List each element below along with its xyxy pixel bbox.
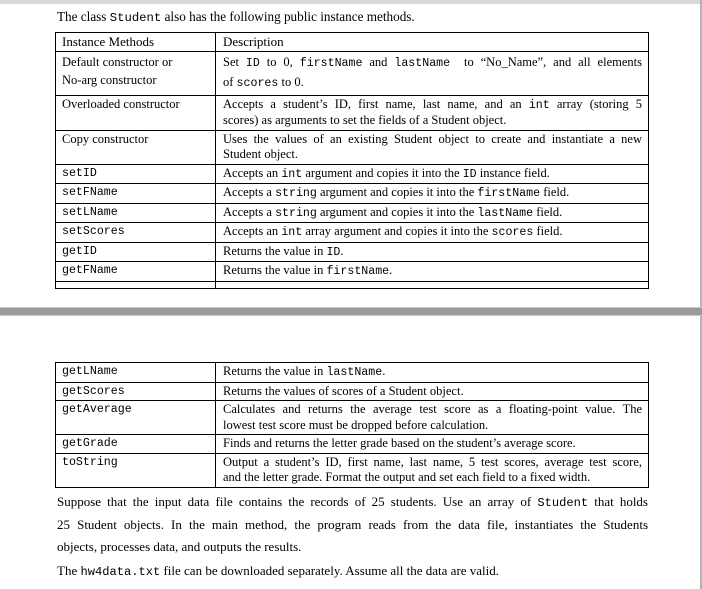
body-text: and [362, 54, 395, 69]
method-name-cell [56, 184, 216, 203]
text-line [57, 560, 648, 583]
method-name-cell [56, 383, 216, 401]
body-text: and the letter grade. Format the output and set each field to a fixed width. [223, 470, 591, 484]
text-line [223, 166, 642, 183]
code-text: ID [245, 56, 260, 70]
page-top-strip [0, 0, 702, 4]
instance-methods-table-part2 [55, 362, 649, 488]
body-text: Accepts a [223, 204, 276, 219]
description-cell [216, 184, 648, 203]
body-text: Uses the values of an existing Student object to create and instantiate a new [223, 131, 642, 146]
table-row [56, 204, 648, 224]
table-row [56, 223, 648, 243]
body-text: Set [223, 54, 246, 69]
code-text: lastName [394, 56, 451, 70]
description-cell [216, 223, 648, 242]
page-break-divider [0, 307, 702, 316]
code-text: lastName [477, 206, 534, 220]
code-text: getGrade [62, 437, 118, 450]
method-name-cell [56, 96, 216, 130]
body-text: Returns the values of scores of a Student object. [223, 383, 464, 398]
body-text: Overloaded constructor [62, 96, 180, 111]
text-line [223, 384, 642, 400]
table-row [56, 363, 648, 383]
code-text: setFName [62, 186, 118, 199]
description-cell [216, 52, 648, 95]
method-name-cell [56, 454, 216, 487]
method-name-cell [56, 204, 216, 223]
code-text: getAverage [62, 403, 132, 416]
body-text: field. [533, 224, 563, 238]
body-text: . [389, 263, 393, 277]
description-cell [216, 454, 648, 487]
code-text: hw4data.txt [80, 565, 161, 579]
method-name-cell [56, 401, 216, 434]
intro-paragraph [57, 8, 415, 27]
description-cell [216, 165, 648, 184]
body-text: Accepts an [223, 165, 282, 180]
code-text: firstName [326, 265, 390, 278]
body-text: argument and copies it into the [302, 165, 463, 180]
body-text: Returns the value in [223, 364, 327, 378]
body-text: argument and copies it into the [316, 185, 478, 199]
table-row [56, 383, 648, 402]
description-cell [216, 282, 648, 288]
method-name-cell [56, 262, 216, 281]
body-text: Copy constructor [62, 131, 149, 146]
text-line [223, 263, 642, 280]
body-text: Accepts a student’s ID, first name, last name, and an [223, 96, 529, 111]
body-text: Accepts a [223, 185, 276, 199]
cut-off-row-fragment [56, 282, 648, 288]
table-row [56, 262, 648, 282]
body-text: argument and copies it into the [316, 204, 478, 219]
body-text: also has the following public instance methods. [161, 9, 415, 24]
body-text: Student object. [223, 147, 298, 161]
table-row [56, 52, 648, 96]
method-name-cell [56, 223, 216, 242]
method-name-cell [56, 52, 216, 95]
code-text: firstName [477, 187, 541, 200]
text-line [223, 205, 642, 222]
text-line [223, 113, 642, 129]
body-text: Accepts an [223, 224, 282, 238]
body-text: field. [540, 185, 570, 199]
method-name-cell [56, 435, 216, 453]
text-line [223, 53, 642, 74]
method-name-cell [56, 363, 216, 382]
code-text: Student [537, 496, 589, 510]
body-text: . [340, 243, 344, 258]
text-line [223, 73, 642, 94]
body-text: . [382, 364, 386, 378]
body-text: to 0, [259, 54, 300, 69]
text-line [223, 224, 642, 241]
table-row [56, 401, 648, 435]
description-cell [216, 96, 648, 130]
code-text: firstName [299, 56, 363, 70]
method-name-cell [56, 282, 216, 288]
body-text: Suppose that the input data file contains the records of 25 students. Use an array of [57, 494, 538, 509]
description-cell [216, 131, 648, 164]
text-line [223, 436, 642, 452]
method-name-cell [56, 165, 216, 184]
closing-paragraph [57, 560, 648, 583]
text-line [223, 185, 642, 202]
body-text: file can be downloaded separately. Assume all the data are valid. [160, 563, 500, 578]
text-line [223, 470, 642, 486]
description-cell [216, 363, 648, 382]
code-text: string [275, 187, 317, 200]
table-row [56, 131, 648, 165]
text-line [223, 97, 642, 114]
instance-methods-table-part1 [55, 32, 649, 289]
code-text: int [281, 167, 303, 181]
body-text: Finds and returns the letter grade based on the student’s average score. [223, 436, 576, 450]
method-name-cell [56, 243, 216, 262]
code-text: toString [62, 455, 118, 469]
body-text: to “No_Name”, and all elements [450, 54, 642, 69]
code-text: Student [109, 11, 162, 25]
method-name-cell [56, 131, 216, 164]
body-text: that holds [588, 494, 648, 509]
text-line [223, 244, 642, 261]
code-text: lastName [326, 366, 383, 379]
body-text: objects, processes data, and outputs the results. [57, 539, 302, 554]
description-cell [216, 204, 648, 223]
code-text: ID [326, 245, 341, 259]
code-text: scores [236, 77, 279, 90]
body-text: field. [533, 204, 563, 219]
code-text: setID [62, 166, 97, 180]
code-text: setLName [62, 205, 118, 219]
text-line [223, 147, 642, 163]
code-text: getLName [62, 365, 118, 378]
table-header-row [56, 33, 648, 52]
body-text: Returns the value in [223, 243, 327, 258]
table-row [56, 435, 648, 454]
table-row [56, 96, 648, 131]
description-cell [216, 383, 648, 401]
body-text: lowest test score must be dropped before calculation. [223, 417, 489, 432]
code-text: setScores [62, 225, 125, 238]
header-cell-description [216, 33, 648, 51]
code-text: ID [462, 167, 477, 181]
body-paragraph [57, 491, 648, 558]
body-text: array argument and copies it into the [302, 224, 492, 238]
body-text: to 0. [278, 75, 304, 89]
body-text: scores) as arguments to set the fields of a Student object. [223, 113, 507, 127]
header-text: Instance Methods [62, 34, 155, 49]
description-cell [216, 262, 648, 281]
text-line [57, 514, 648, 536]
text-line [223, 455, 642, 471]
text-line [223, 364, 642, 381]
header-text: Description [223, 34, 284, 49]
table-row [56, 454, 648, 487]
body-text: instance field. [476, 165, 550, 180]
code-text: string [275, 206, 317, 220]
code-text: int [281, 226, 303, 239]
code-text: getFName [62, 264, 118, 277]
body-text: The class [57, 9, 110, 24]
code-text: int [528, 98, 550, 112]
body-text: Default constructor or [62, 54, 173, 69]
description-cell [216, 401, 648, 434]
text-line [223, 402, 642, 418]
body-text: The [57, 563, 81, 578]
header-cell-instance-methods [56, 33, 216, 51]
description-cell [216, 435, 648, 453]
text-line [223, 132, 642, 148]
body-text: Returns the value in [223, 263, 327, 277]
code-text: getScores [62, 384, 125, 398]
body-text: 25 Student objects. In the main method, the program reads from the data file, instantiates the Students [57, 517, 648, 532]
table-row [56, 184, 648, 204]
body-text: Calculates and returns the average test score as a floating-point value. The [223, 402, 642, 416]
text-line [223, 418, 642, 434]
body-text: of [223, 75, 237, 89]
table-row [56, 165, 648, 185]
body-text: Output a student’s ID, first name, last name, 5 test scores, average test score, [223, 454, 642, 469]
body-text: array (storing 5 [549, 96, 642, 111]
body-text: No-arg constructor [62, 73, 157, 87]
code-text: getID [62, 244, 97, 258]
table-row [56, 243, 648, 263]
text-line [57, 536, 648, 558]
text-line [57, 491, 648, 514]
description-cell [216, 243, 648, 262]
code-text: scores [491, 226, 534, 239]
